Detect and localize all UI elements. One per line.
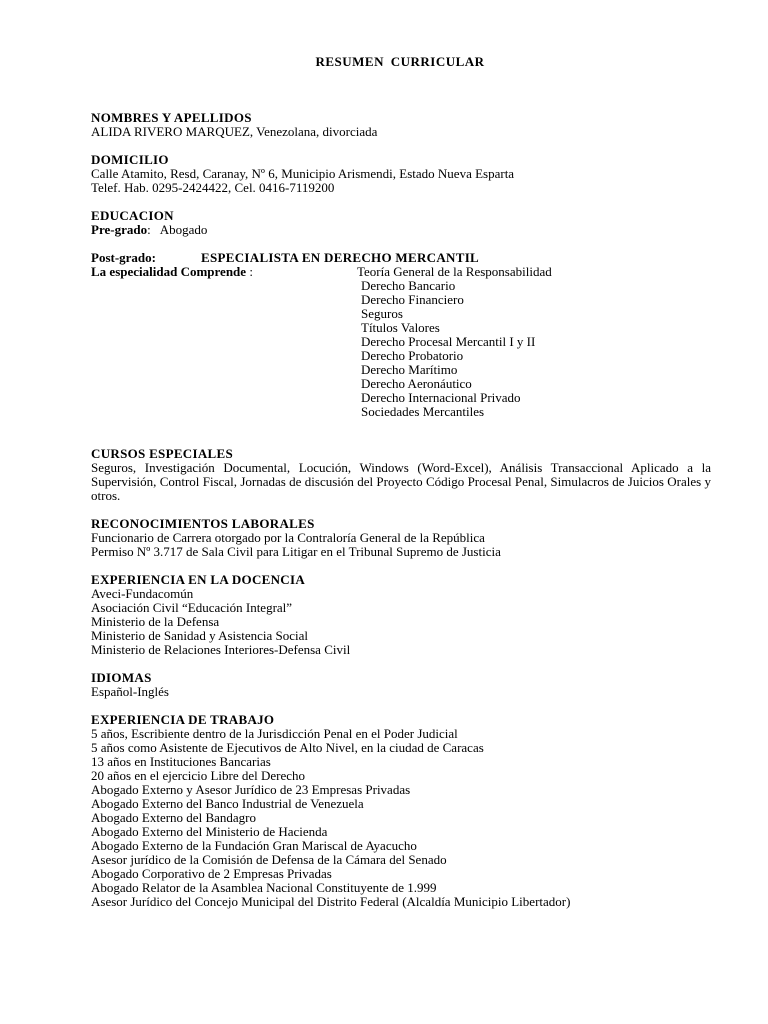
work-item: Abogado Externo del Bandagro [91,810,256,825]
section-docencia [91,573,711,657]
section-heading: EXPERIENCIA DE TRABAJO [91,712,275,727]
subject-item: Derecho Aeronáutico [361,376,472,391]
subject-item: Seguros [361,306,403,321]
work-item: 13 años en Instituciones Bancarias [91,754,271,769]
section-heading: EXPERIENCIA EN LA DOCENCIA [91,572,306,587]
postgrado-label: Post-grado: [91,250,156,265]
work-item: Abogado Relator de la Asamblea Nacional Constituyente de 1.999 [91,880,437,895]
teaching-item: Asociación Civil “Educación Integral” [91,600,293,615]
section-heading: IDIOMAS [91,670,152,685]
subject-item: Derecho Financiero [361,292,464,307]
subject-item: Derecho Procesal Mercantil I y II [361,334,536,349]
recognition-item: Funcionario de Carrera otorgado por la Contraloría General de la República [91,530,485,545]
subject-item: Derecho Internacional Privado [361,390,521,405]
section-reconocimientos [91,517,711,559]
work-item: 20 años en el ejercicio Libre del Derecho [91,768,306,783]
teaching-item: Ministerio de Relaciones Interiores-Defensa Civil [91,642,351,657]
comprende-label: La especialidad Comprende [91,264,247,279]
work-item: Asesor jurídico de la Comisión de Defensa de la Cámara del Senado [91,852,447,867]
work-item: Abogado Externo del Banco Industrial de Venezuela [91,796,364,811]
section-heading: DOMICILIO [91,152,169,167]
recognition-item: Permiso Nº 3.717 de Sala Civil para Litigar en el Tribunal Supremo de Justicia [91,544,501,559]
postgrado-value: ESPECIALISTA EN DERECHO MERCANTIL [201,250,480,265]
subject-item: Derecho Probatorio [361,348,464,363]
comprende-line [91,265,711,279]
section-domicilio [91,153,711,195]
section-heading: EDUCACION [91,208,174,223]
document-title: RESUMEN CURRICULAR [315,54,485,69]
pregrado-line [91,223,711,237]
section-cursos [91,447,711,503]
work-item: 5 años, Escribiente dentro de la Jurisdicción Penal en el Poder Judicial [91,726,458,741]
section-educacion [91,209,711,419]
teaching-item: Ministerio de la Defensa [91,614,220,629]
section-idiomas [91,671,711,699]
subject-item: Títulos Valores [361,320,440,335]
work-item: Abogado Externo de la Fundación Gran Mariscal de Ayacucho [91,838,417,853]
pregrado-label: Pre-grado [91,222,148,237]
teaching-item: Ministerio de Sanidad y Asistencia Social [91,628,308,643]
pregrado-colon: : [147,222,151,237]
subject-item: Derecho Marítimo [361,362,458,377]
section-heading: NOMBRES Y APELLIDOS [91,110,252,125]
teaching-item: Aveci-Fundacomún [91,586,194,601]
subject-item: Teoría General de la Responsabilidad [357,264,552,279]
name-value: ALIDA RIVERO MARQUEZ, Venezolana, divorciada [91,124,378,139]
language-item: Español-Inglés [91,684,169,699]
subject-item: Derecho Bancario [361,278,456,293]
work-item: Abogado Corporativo de 2 Empresas Privadas [91,866,332,881]
courses-text: Seguros, Investigación Documental, Locución, Windows (Word-Excel), Análisis Transaccional Aplicado a la Supervisión, Control Fiscal, Jornadas de discusión del Proyecto Código Procesal Penal, Simulacros de Juicios Orales y otros. [91,460,711,503]
address-line: Calle Atamito, Resd, Caranay, Nº 6, Municipio Arismendi, Estado Nueva Esparta [91,166,515,181]
work-item: Asesor Jurídico del Concejo Municipal del Distrito Federal (Alcaldía Municipio Libertador) [91,894,571,909]
comprende-colon: : [249,264,253,279]
postgrado-line [91,251,711,265]
work-item: 5 años como Asistente de Ejecutivos de Alto Nivel, en la ciudad de Caracas [91,740,484,755]
work-item: Abogado Externo del Ministerio de Hacienda [91,824,328,839]
phone-line: Telef. Hab. 0295-2424422, Cel. 0416-7119200 [91,180,335,195]
work-item: Abogado Externo y Asesor Jurídico de 23 Empresas Privadas [91,782,411,797]
section-heading: CURSOS ESPECIALES [91,446,234,461]
section-heading: RECONOCIMIENTOS LABORALES [91,516,315,531]
section-nombres [91,111,711,139]
pregrado-value: Abogado [159,222,208,237]
subject-item: Sociedades Mercantiles [361,404,485,419]
section-trabajo [91,713,711,909]
subject-list [91,279,711,419]
